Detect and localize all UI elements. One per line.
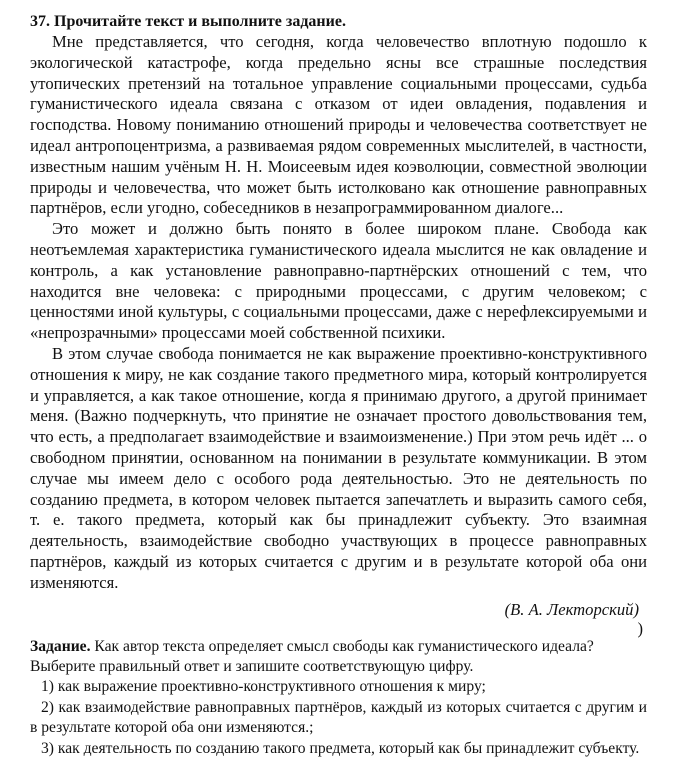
- text-paragraph-3: В этом случае свобода понимается не как выражение проективно-конструктивного отношения к миру, не как создание такого предметного мира, который контролируется и управляется, а как такое отношение, когда я принимаю другого, а другой принимает меня. (Важно подчеркнуть, что принятие не означает простого довольствования тем, что есть, а предполагает взаимодействие и взаимоизменение.) При этом речь идёт ... о свободном принятии, основанном на понимании в результате коммуникации. В этом случае мы имеем дело с особого рода деятельностью. Это не деятельность по созданию предмета, в котором человек пытается запечатлеть и выразить самого себя, т. е. такого предмета, который как бы принадлежит субъекту. Это взаимная деятельность, взаимодействие свободно участвующих в процессе равноправных партнёров, каждый из которых считается с другим и в результате которой оба они изменяются.: [30, 343, 647, 592]
- task-question: [30, 637, 647, 678]
- task-question-text: Как автор текста определяет смысл свободы как гуманистического идеала? Выберите правильный ответ и запишите соответствующую цифру.: [30, 637, 594, 675]
- answer-option-1: 1) как выражение проективно-конструктивного отношения к миру;: [41, 678, 486, 696]
- stray-parenthesis: ): [637, 618, 643, 638]
- text-paragraph-1: Мне представляется, что сегодня, когда человечество вплотную подошло к экологической катастрофе, когда предельно ясны все страшные последствия утопических претензий на тотальное управление социальными процессами, судьба гуманистического идеала связана с отказом от идеи овладения, подавления и господства. Новому пониманию отношений природы и человечества соответствует не идеал антропоцентризма, а развиваемая рядом современных мыслителей, в частности, известным нашим учёным Н. Н. Моисеевым идея коэволюции, совместной эволюции природы и человечества, что может быть истолковано как отношение равноправных партнёров, если угодно, собеседников в незапрограммированном диалоге...: [30, 32, 647, 218]
- text-author: (В. А. Лекторский): [504, 599, 639, 619]
- text-paragraph-2: Это может и должно быть понято в более широком плане. Свобода как неотъемлемая характеристика гуманистического идеала мыслится не как овладение и контроль, а как установление равноправно-партнёрских отношений с тем, что находится вне человека: с природными процессами, с другим человеком; с ценностями иной культуры, с социальными процессами, даже с нерефлексируемыми и «непрозрачными» процессами моей собственной психики.: [30, 219, 647, 343]
- answer-option-3: 3) как деятельность по созданию такого предмета, который как бы принадлежит субъекту.: [41, 739, 640, 757]
- answer-option-2: 2) как взаимодействие равноправных партнёров, каждый из которых считается с другим и в результате которой оба они изменяются.;: [30, 698, 647, 737]
- exercise-page: [30, 12, 647, 759]
- exercise-title: 37. Прочитайте текст и выполните задание.: [30, 13, 346, 30]
- task-label: Задание.: [30, 637, 91, 655]
